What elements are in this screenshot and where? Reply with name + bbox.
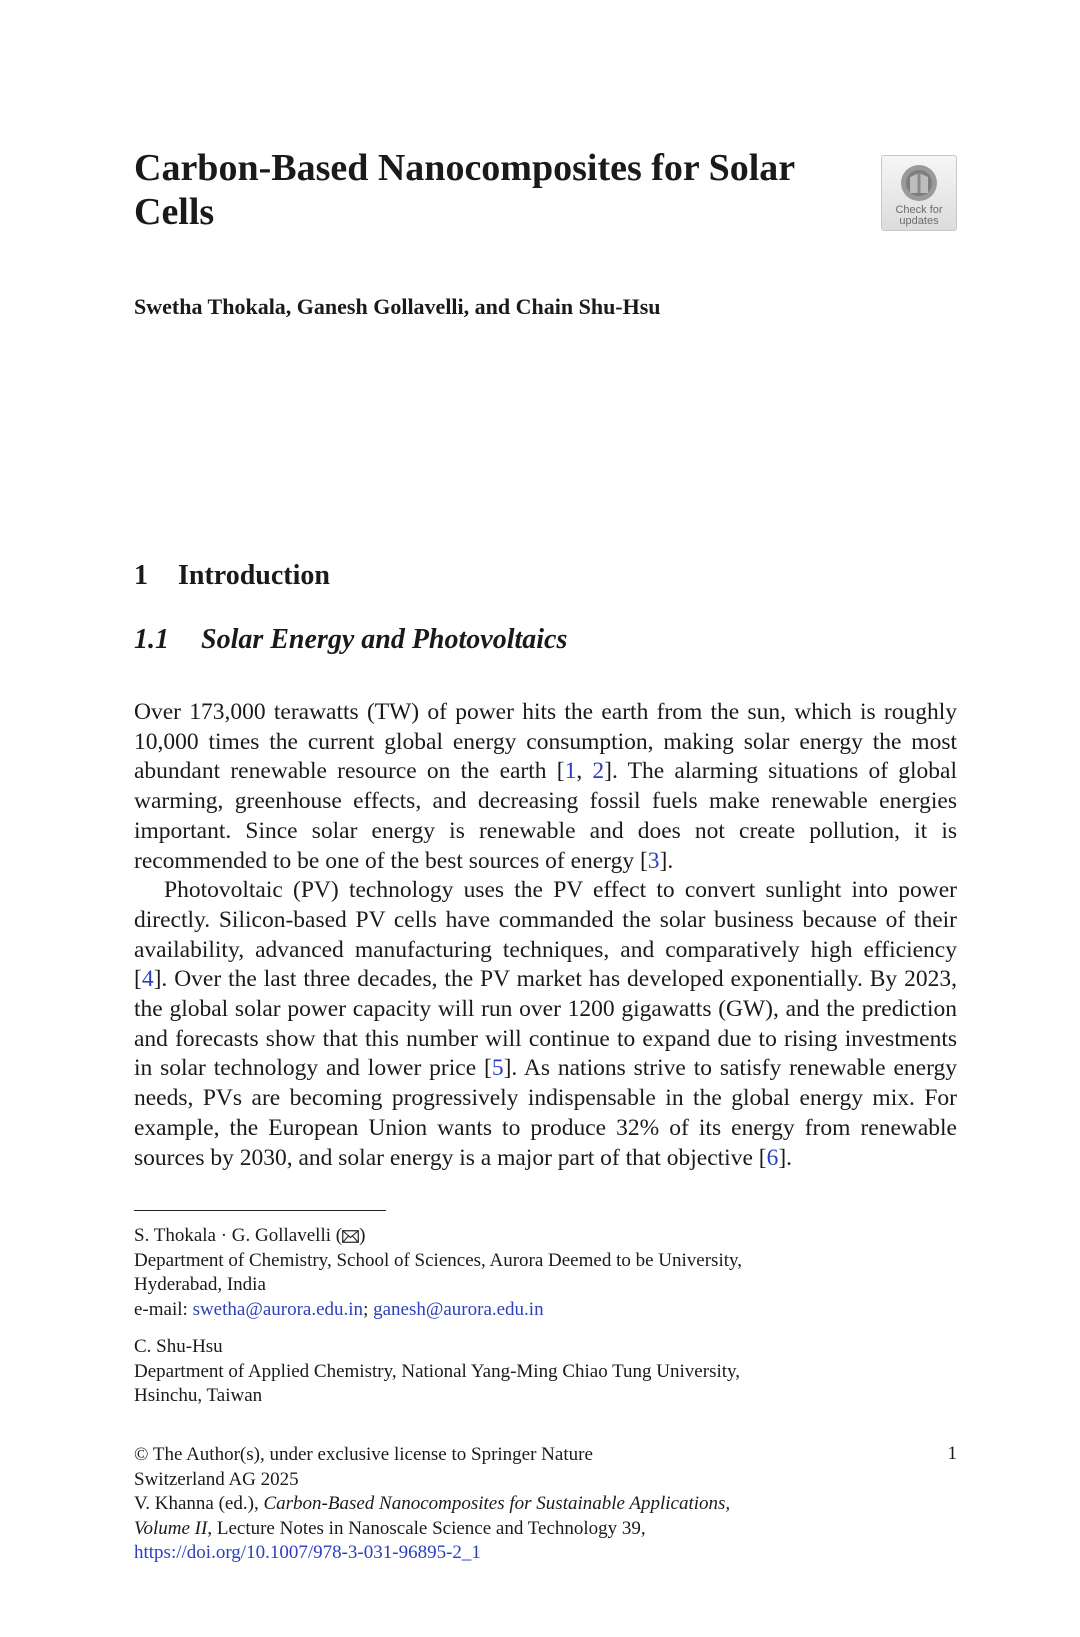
affiliation-2 <box>134 1335 934 1409</box>
paragraph-1 <box>134 698 957 876</box>
book-title: Carbon-Based Nanocomposites for Sustainable Applications, <box>263 1493 731 1514</box>
section-heading <box>134 560 330 592</box>
text-run: ]. Over the last three decades, the PV market has developed exponentially. By 2023, the global solar power capacity will run over 1200 gigawatts (GW), and the prediction and forecasts show that this number will continue to expand due to rising investments in solar technology and lower price [ <box>134 966 957 1082</box>
chapter-title: Carbon-Based Nanocomposites for Solar Cells <box>134 147 795 233</box>
editor-text: V. Khanna (ed.), <box>134 1493 264 1514</box>
text-run: ]. <box>659 847 674 874</box>
badge-line-1: Check for <box>895 204 943 216</box>
text-run: ]. <box>778 1144 793 1171</box>
affiliation-1-city: Hyderabad, India <box>134 1274 266 1295</box>
citation-link[interactable]: 5 <box>491 1055 504 1082</box>
text-run: Over 173,000 terawatts (TW) of power hits the earth from the sun, which is roughly 10,000 times the current global energy consumption, making solar energy the most abundant renewable resource on the earth [ <box>134 699 957 785</box>
affiliation-1-names: S. Thokala · G. Gollavelli ( <box>134 1225 343 1246</box>
series-text: , Lecture Notes in Nanoscale Science and Technology 39, <box>207 1517 646 1539</box>
page-number: 1 <box>947 1443 957 1464</box>
affiliation-2-name: C. Shu-Hsu <box>134 1336 223 1357</box>
section-number: 1 <box>134 560 148 591</box>
check-updates-icon <box>899 163 939 203</box>
copyright-line-1: © The Author(s), under exclusive license to Springer Nature <box>134 1444 593 1465</box>
affiliation-1-names-end: ) <box>359 1225 366 1246</box>
affiliation-2-dept: Department of Applied Chemistry, National Yang-Ming Chiao Tung University, <box>134 1360 741 1382</box>
subsection-number: 1.1 <box>134 624 169 655</box>
email-link-swetha[interactable]: swetha@aurora.edu.in <box>192 1298 364 1320</box>
text-run: ]. The alarming situations of global warming, greenhouse effects, and decreasing fossil fuels make renewable energies important. Since solar energy is renewable and does not create pollution, it is recommended to be one of the best sources of energy [ <box>134 758 957 874</box>
subsection-title: Solar Energy and Photovoltaics <box>201 624 568 655</box>
check-for-updates-badge[interactable] <box>881 155 957 231</box>
text-run: ]. As nations strive to satisfy renewable energy needs, PVs are becoming progressively indispensable in the global energy mix. For example, the European Union wants to produce 32% of its energy from renewable sources by 2030, and solar energy is a major part of that objective [ <box>134 1055 958 1171</box>
copyright-line-2: Switzerland AG 2025 <box>134 1468 299 1490</box>
email-link-ganesh[interactable]: ganesh@aurora.edu.in <box>373 1298 544 1320</box>
subsection-heading <box>134 624 567 656</box>
section-title: Introduction <box>178 560 330 591</box>
text-run: Photovoltaic (PV) technology uses the PV effect to convert sunlight into power directly. Silicon-based PV cells have commanded the solar business because of their availability, advanced manufacturing techniques, and comparatively high efficiency [ <box>134 877 957 993</box>
citation-link[interactable]: 6 <box>766 1144 779 1171</box>
volume-text: Volume II <box>134 1517 208 1539</box>
author-list: Swetha Thokala, Ganesh Gollavelli, and Chain Shu-Hsu <box>134 294 661 319</box>
email-label: e-mail: <box>134 1298 193 1320</box>
email-separator: ; <box>363 1298 374 1320</box>
citation-link[interactable]: 3 <box>647 847 660 874</box>
citation-link[interactable]: 2 <box>592 758 605 785</box>
doi-link[interactable]: https://doi.org/10.1007/978-3-031-96895-2_1 <box>134 1542 481 1563</box>
copyright-block <box>134 1443 934 1566</box>
envelope-icon <box>342 1230 359 1243</box>
citation-link[interactable]: 1 <box>564 758 577 785</box>
affiliation-1 <box>134 1224 934 1322</box>
text-run: , <box>576 758 593 785</box>
affiliation-2-city: Hsinchu, Taiwan <box>134 1385 263 1406</box>
citation-link[interactable]: 4 <box>141 966 154 993</box>
affiliation-1-dept: Department of Chemistry, School of Sciences, Aurora Deemed to be University, <box>134 1249 743 1271</box>
body-text <box>134 698 957 1173</box>
badge-line-2: updates <box>899 215 939 227</box>
paragraph-2 <box>134 876 957 1173</box>
footnote-divider <box>134 1210 386 1211</box>
